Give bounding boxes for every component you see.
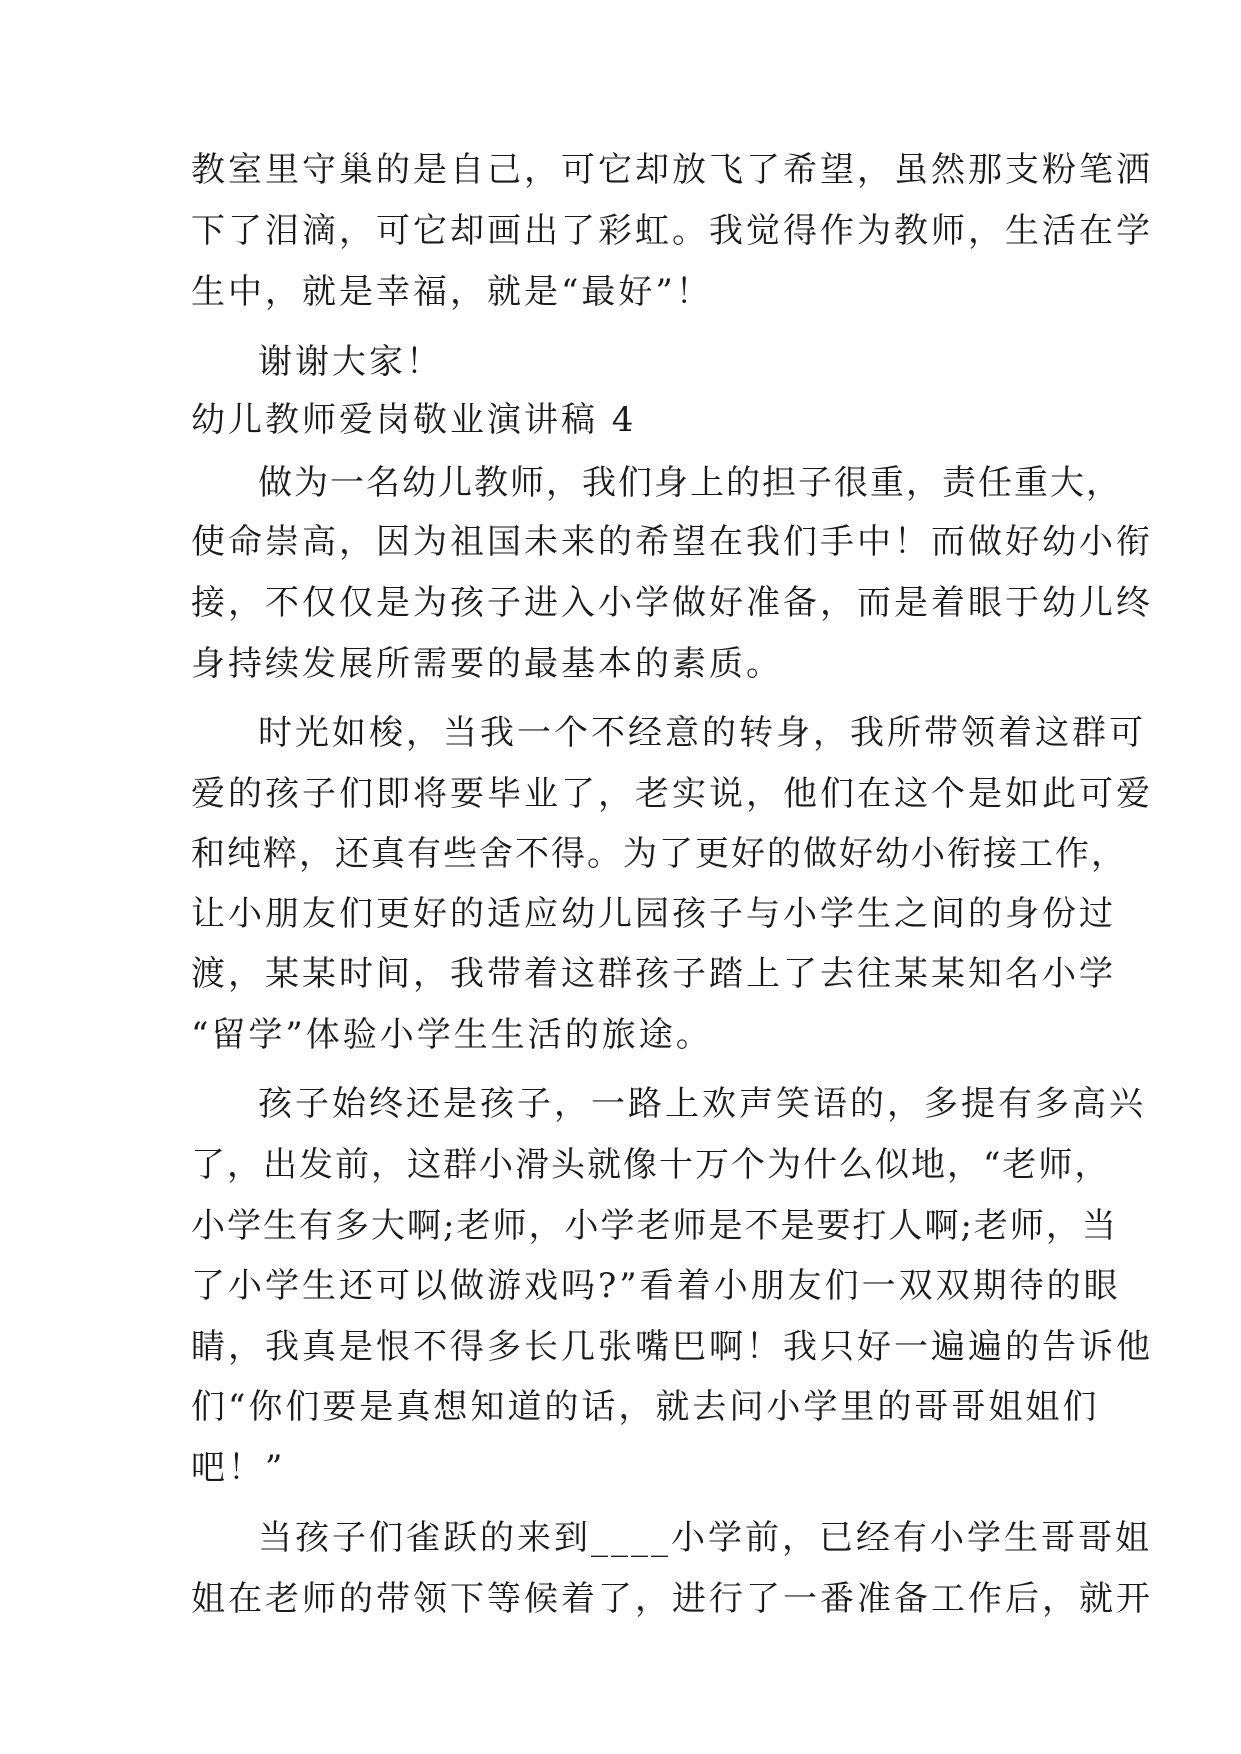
paragraph-line: 接，不仅仅是为孩子进入小学做好准备，而是着眼于幼儿终 (191, 583, 1153, 623)
paragraph-line: 了小学生还可以做游戏吗?”看着小朋友们一双双期待的眼 (191, 1266, 1121, 1306)
paragraph-line: 了，出发前，这群小滑头就像十万个为什么似地，“老师， (191, 1145, 1111, 1185)
paragraph-line: 睛，我真是恨不得多长几张嘴巴啊！我只好一遍遍的告诉他 (191, 1327, 1153, 1367)
paragraph-line: 使命崇高，因为祖国未来的希望在我们手中！而做好幼小衔 (191, 522, 1153, 562)
paragraph-line: 身持续发展所需要的最基本的素质。 (191, 644, 783, 684)
paragraph-line: 让小朋友们更好的适应幼儿园孩子与小学生之间的身份过 (191, 894, 1116, 934)
paragraph-line: 做为一名幼儿教师，我们身上的担子很重，责任重大， (258, 463, 1122, 503)
closing-line: 谢谢大家！ (258, 342, 443, 382)
paragraph-line: 时光如梭，当我一个不经意的转身，我所带领着这群可 (258, 713, 1146, 753)
paragraph-line: “留学”体验小学生生活的旅途。 (191, 1015, 713, 1055)
paragraph-line: 生中，就是幸福，就是“最好”！ (191, 272, 713, 312)
paragraph-line: 渡，某某时间，我带着这群孩子踏上了去往某某知名小学 (191, 954, 1116, 994)
paragraph-line: 姐在老师的带领下等候着了，进行了一番准备工作后，就开 (191, 1579, 1153, 1619)
paragraph-line: 下了泪滴，可它却画出了彩虹。我觉得作为教师，生活在学 (191, 211, 1153, 251)
section-title: 幼儿教师爱岗敬业演讲稿 4 (191, 400, 637, 440)
paragraph-line: 和纯粹，还真有些舍不得。为了更好的做好幼小衔接工作， (191, 834, 1127, 874)
paragraph-line: 爱的孩子们即将要毕业了，老实说，他们在这个是如此可爱 (191, 774, 1153, 814)
paragraph-line: 吧！” (191, 1448, 286, 1488)
paragraph-line: 小学生有多大啊;老师，小学老师是不是要打人啊;老师，当 (191, 1206, 1118, 1246)
paragraph-line: 教室里守巢的是自己，可它却放飞了希望，虽然那支粉笔洒 (191, 150, 1153, 190)
paragraph-line: 当孩子们雀跃的来到____小学前，已经有小学生哥哥姐 (258, 1518, 1152, 1558)
paragraph-line: 们“你们要是真想知道的话，就去问小学里的哥哥姐姐们 (191, 1387, 1100, 1427)
paragraph-line: 孩子始终还是孩子，一路上欢声笑语的，多提有多高兴 (258, 1084, 1146, 1124)
